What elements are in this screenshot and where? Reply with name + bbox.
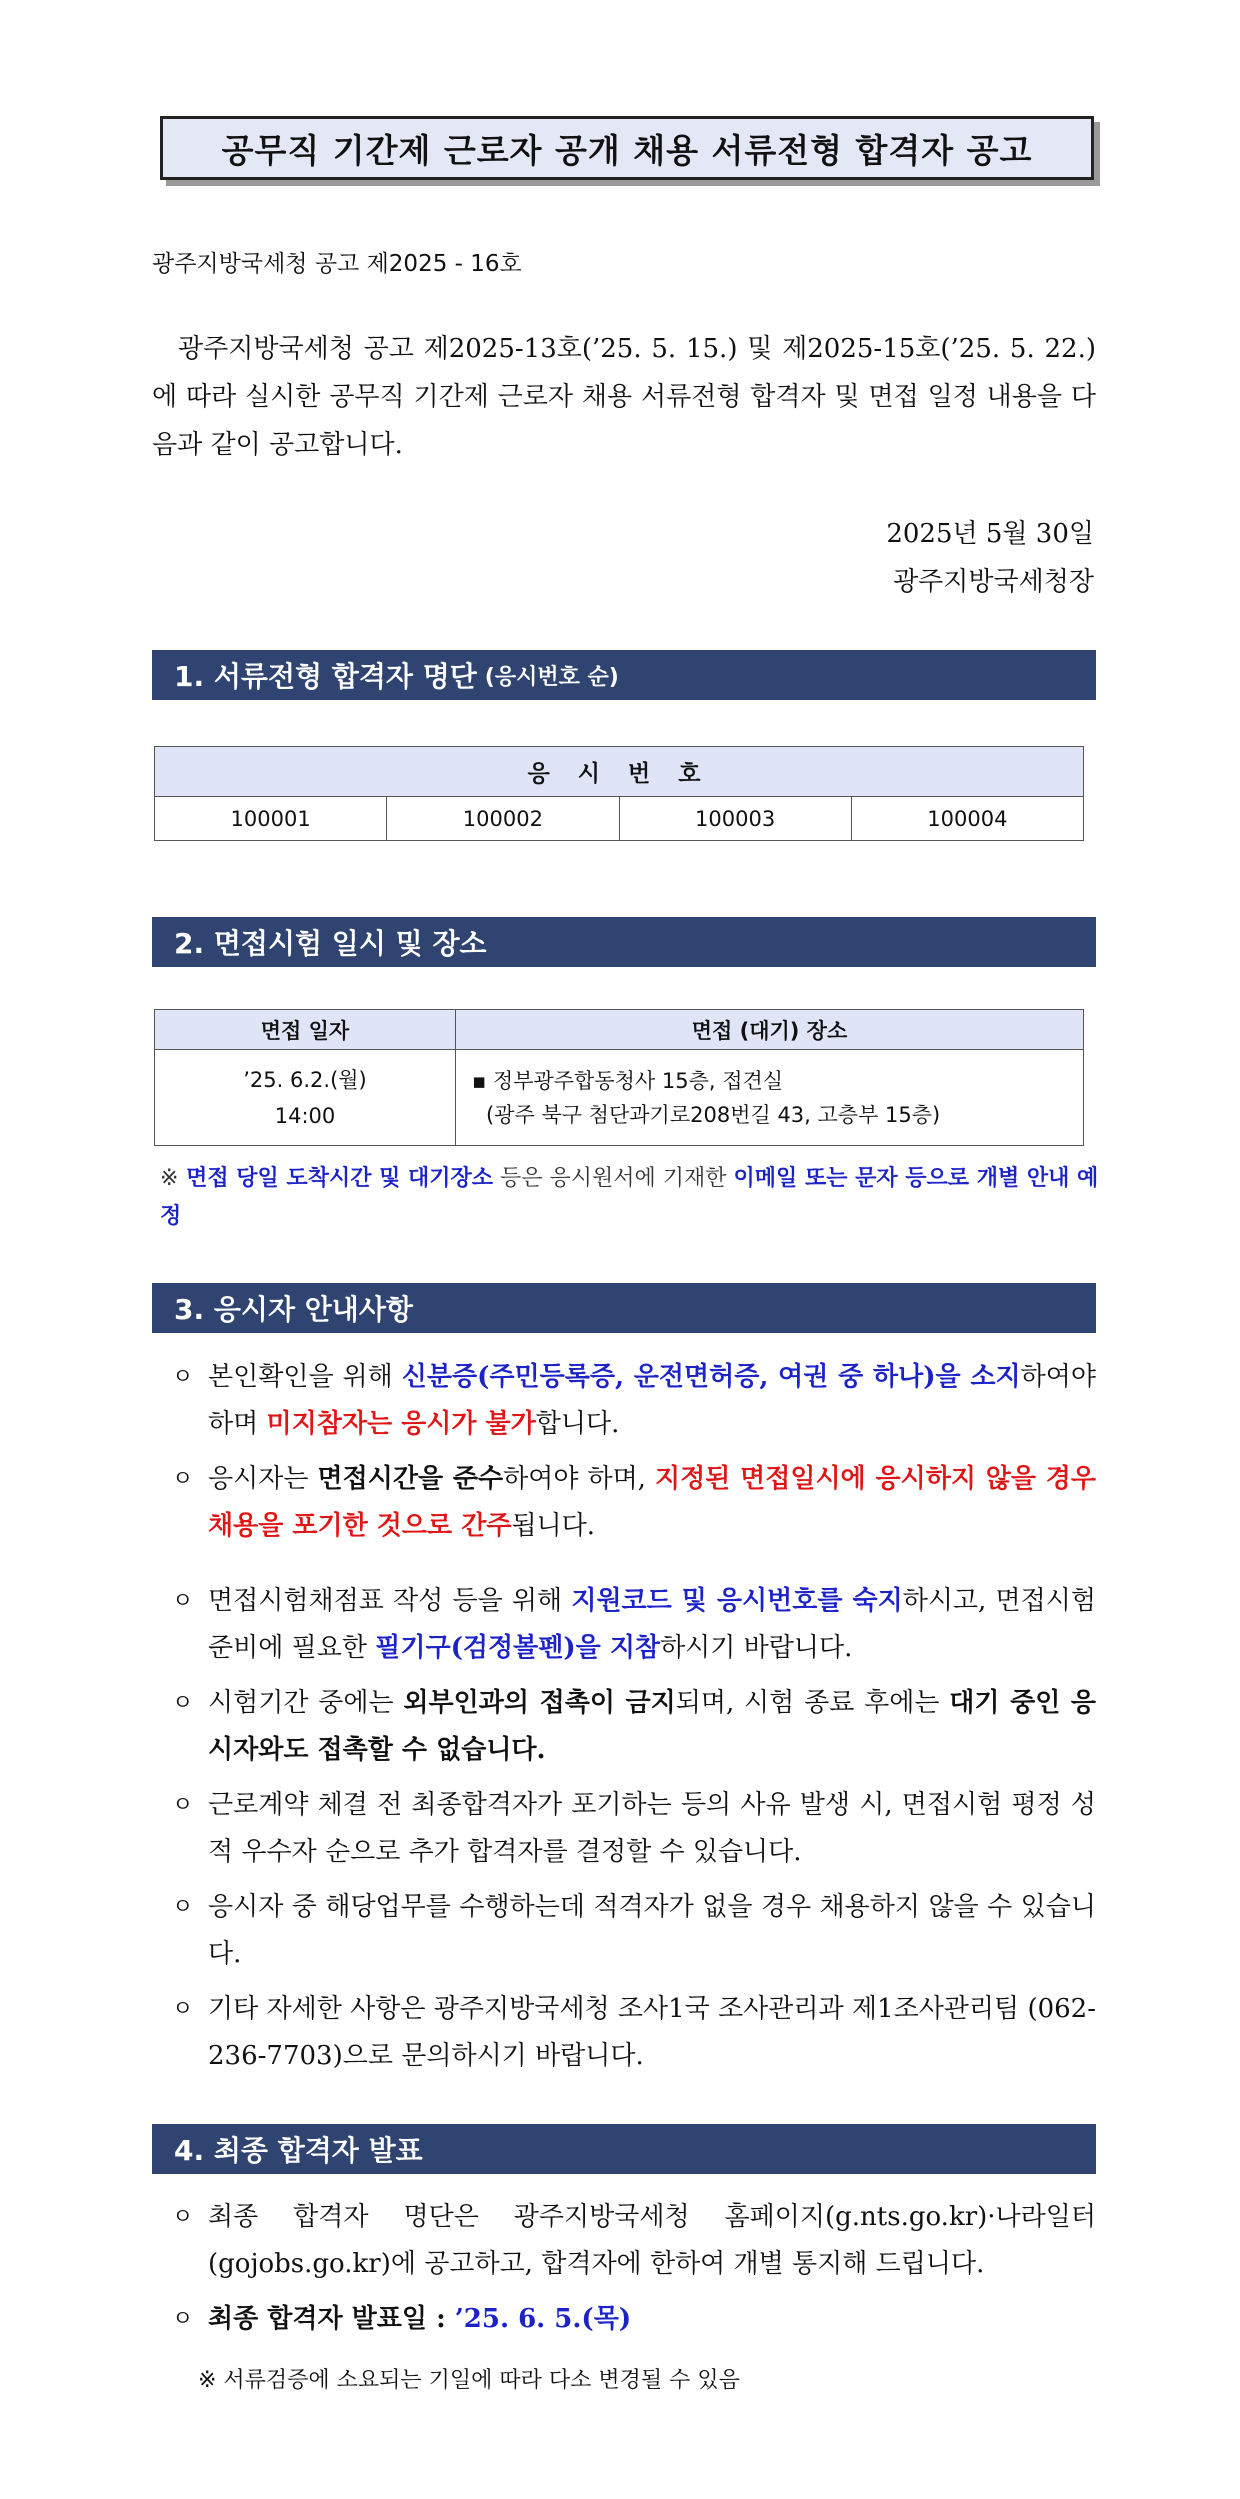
section-3-title: 3. 응시자 안내사항: [174, 1293, 413, 1326]
note-mark: ※: [160, 1166, 179, 1191]
list-item: ㅇ 최종 합격자 발표일 : ’25. 6. 5.(목): [172, 2304, 632, 2334]
section-2-header: [152, 917, 1096, 967]
interview-table: [154, 1009, 1084, 1146]
intro-paragraph: [152, 325, 1096, 469]
list-item: ㅇ 시험기간 중에는 외부인과의 접촉이 금지되며, 시험 종료 후에는 대기 중인 응시자와도 접촉할 수 없습니다.: [172, 1688, 1097, 1765]
date-block: [886, 510, 1094, 606]
list-item: ㅇ 응시자는 면접시간을 준수하여야 하며, 지정된 면접일시에 응시하지 않을 경우 채용을 포기한 것으로 간주됩니다.: [172, 1464, 1096, 1541]
final-subnote: ※ 서류검증에 소요되는 기일에 따라 다소 변경될 수 있음: [198, 2368, 740, 2393]
section-4-title: 4. 최종 합격자 발표: [174, 2134, 423, 2167]
interview-address: (광주 북구 첨단과기로208번길 43, 고층부 15층): [486, 1102, 941, 1127]
section-1-title: 1. 서류전형 합격자 명단: [174, 660, 477, 693]
note-part-2: 등은 응시원서에 기재한: [493, 1166, 734, 1191]
section-3-header: [152, 1283, 1096, 1333]
section-2-title: 2. 면접시험 일시 및 장소: [174, 927, 487, 960]
interview-place: ▪ 정부광주합동청사 15층, 접견실: [472, 1068, 784, 1093]
final-announcement-list: [152, 2194, 1096, 2351]
table-cell: 100002: [387, 797, 619, 841]
issuer: 광주지방국세청장: [893, 567, 1094, 597]
table-header: 응 시 번 호: [155, 747, 1084, 797]
table-cell: 100001: [155, 797, 387, 841]
interview-note: [160, 1160, 1100, 1236]
guidance-list: [152, 1354, 1096, 2088]
note-part-1: 면접 당일 도착시간 및 대기장소: [186, 1166, 494, 1191]
section-1-subtitle: (응시번호 순): [484, 664, 619, 690]
list-item: ㅇ 본인확인을 위해 신분증(주민등록증, 운전면허증, 여권 중 하나)을 소지하여야 하며 미지참자는 응시가 불가합니다.: [172, 1362, 1097, 1439]
list-item: ㅇ 기타 자세한 사항은 광주지방국세청 조사1국 조사관리과 제1조사관리팀 (062-236-7703)으로 문의하시기 바랍니다.: [172, 1994, 1096, 2071]
title-box: [160, 116, 1094, 180]
section-1-header: [152, 650, 1096, 700]
table-cell: 100004: [851, 797, 1083, 841]
table-cell: 100003: [619, 797, 851, 841]
list-item: ㅇ 최종 합격자 명단은 광주지방국세청 홈페이지(g.nts.go.kr)·나라일터(gojobs.go.kr)에 공고하고, 합격자에 한하여 개별 통지해 드립니다.: [172, 2202, 1096, 2279]
notice-number: 광주지방국세청 공고 제2025 - 16호: [152, 251, 522, 277]
page-title: 공무직 기간제 근로자 공개 채용 서류전형 합격자 공고: [221, 130, 1033, 170]
note-part-3: 이메일 또는 문자 등으로 개별 안내 예정: [160, 1166, 1099, 1229]
list-item: ㅇ 근로계약 체결 전 최종합격자가 포기하는 등의 사유 발생 시, 면접시험 평정 성적 우수자 순으로 추가 합격자를 결정할 수 있습니다.: [172, 1790, 1096, 1867]
intro-text: 광주지방국세청 공고 제2025-13호(’25. 5. 15.) 및 제2025-15호(’25. 5. 22.)에 따라 실시한 공무직 기간제 근로자 채용 서류전형 합격자 및 면접 일정 내용을 다음과 같이 공고합니다.: [152, 334, 1096, 460]
column-header-date: 면접 일자: [155, 1010, 456, 1050]
interview-date: ’25. 6.2.(월): [243, 1067, 367, 1092]
interview-time: 14:00: [274, 1103, 336, 1128]
list-item: ㅇ 면접시험채점표 작성 등을 위해 지원코드 및 응시번호를 숙지하시고, 면접시험 준비에 필요한 필기구(검정볼펜)을 지참하시기 바랍니다.: [172, 1586, 1096, 1663]
interview-date-cell: [155, 1050, 456, 1146]
section-4-header: [152, 2124, 1096, 2174]
list-item: ㅇ 응시자 중 해당업무를 수행하는데 적격자가 없을 경우 채용하지 않을 수 있습니다.: [172, 1892, 1096, 1969]
notice-date: 2025년 5월 30일: [886, 519, 1094, 549]
applicant-number-table: [154, 746, 1084, 841]
column-header-place: 면접 (대기) 장소: [456, 1010, 1084, 1050]
interview-place-cell: [456, 1050, 1084, 1146]
